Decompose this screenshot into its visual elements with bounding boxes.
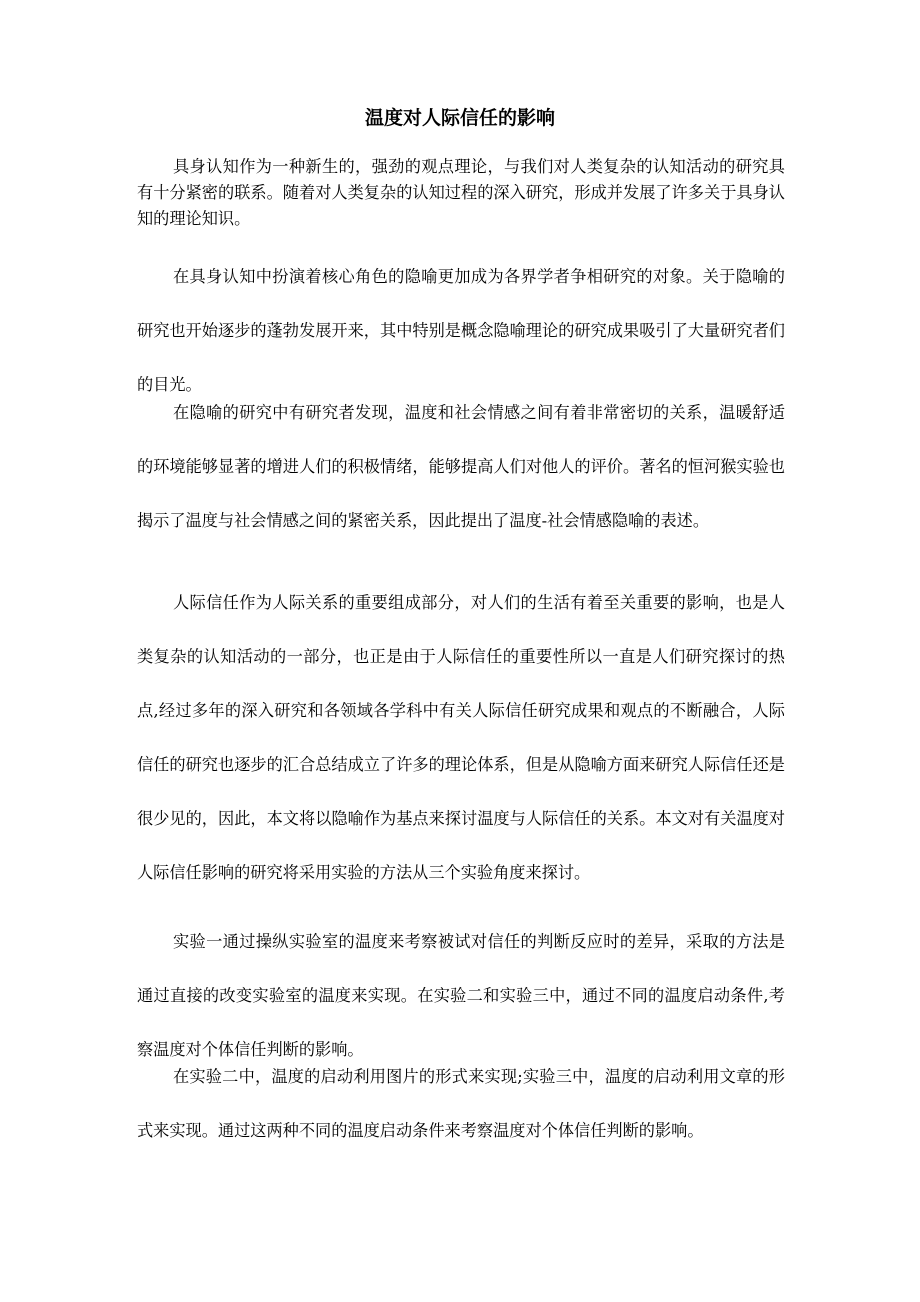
paragraph-2: 在具身认知中扮演着核心角色的隐喻更加成为各界学者争相研究的对象。关于隐喻的研究也开始逐步的蓬勃发展开来，其中特别是概念隐喻理论的研究成果吸引了大量研究者们的目光。 (137, 267, 785, 394)
paragraph-3: 在隐喻的研究中有研究者发现，温度和社会情感之间有着非常密切的关系，温暖舒适的环境能够显著的增进人们的积极情绪，能够提高人们对他人的评价。著名的恒河猴实验也揭示了温度与社会情感之间的紧密关系，因此提出了温度-社会情感隐喻的表述。 (137, 403, 785, 530)
paragraph-6: 在实验二中，温度的启动利用图片的形式来实现;实验三中，温度的启动利用文章的形式来实现。通过这两种不同的温度启动条件来考察温度对个体信任判断的影响。 (137, 1067, 785, 1140)
paragraph-4: 人际信任作为人际关系的重要组成部分，对人们的生活有着至关重要的影响，也是人类复杂的认知活动的一部分，也正是由于人际信任的重要性所以一直是人们研究探讨的热点,经过多年的深入研究和各领域各学科中有关人际信任研究成果和观点的不断融合，人际信任的研究也逐步的汇合总结成立了许多的理论体系，但是从隐喻方面来研究人际信任还是很少见的，因此，本文将以隐喻作为基点来探讨温度与人际信任的关系。本文对有关温度对人际信任影响的研究将采用实验的方法从三个实验角度来探讨。 (137, 593, 785, 882)
paragraph-5: 实验一通过操纵实验室的温度来考察被试对信任的判断反应时的差异，采取的方法是通过直接的改变实验室的温度来实现。在实验二和实验三中，通过不同的温度启动条件,考察温度对个体信任判断的影响。 (137, 932, 785, 1059)
document-title: 温度对人际信任的影响 (364, 107, 555, 129)
paragraph-1: 具身认知作为一种新生的，强劲的观点理论，与我们对人类复杂的认知活动的研究具有十分紧密的联系。随着对人类复杂的认知过程的深入研究，形成并发展了许多关于具身认知的理论知识。 (137, 157, 785, 228)
